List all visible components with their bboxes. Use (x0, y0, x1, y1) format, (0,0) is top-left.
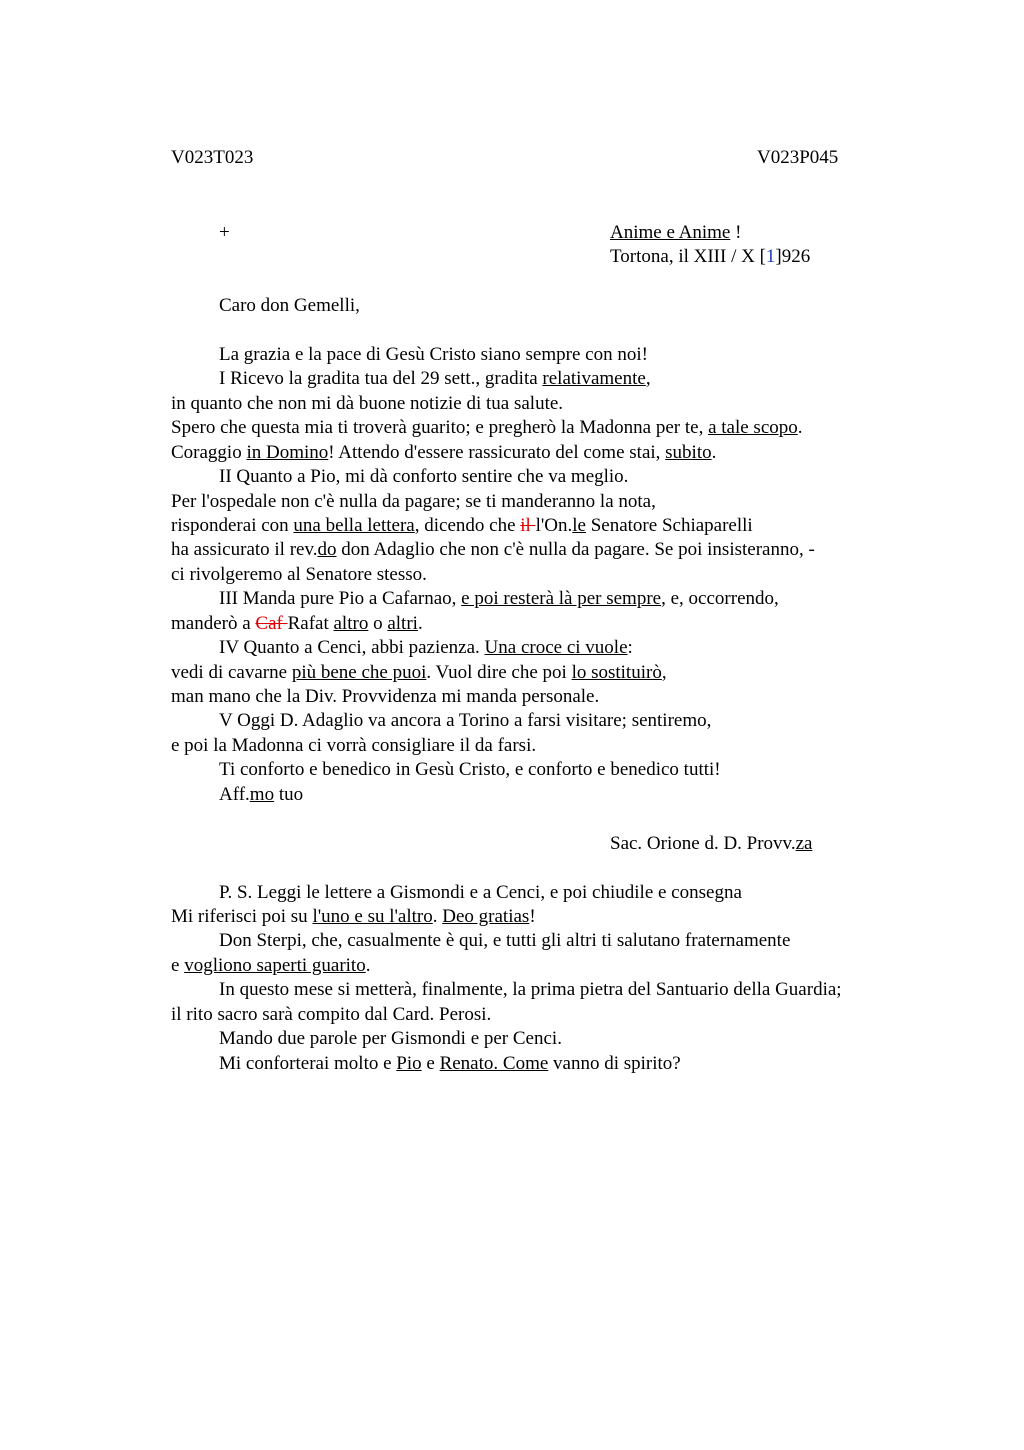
paragraph-5-line-2: e poi la Madonna ci vorrà consigliare il da farsi. (171, 735, 537, 756)
underlined-run: vogliono saperti guarito (184, 955, 366, 976)
postscript-line-8 (219, 1053, 681, 1075)
underlined-run: altri (387, 613, 418, 634)
text-run: . (417, 613, 423, 634)
text-run: . (711, 442, 717, 463)
underlined-run: lo sostituirò (571, 662, 662, 683)
text-run: III Manda pure Pio a Cafarnao, (219, 588, 462, 609)
postscript-line-2 (171, 906, 536, 928)
underlined-run: e poi resterà là per sempre (461, 588, 662, 609)
underlined-run: a tale scopo (708, 417, 798, 438)
postscript-line-1: P. S. Leggi le lettere a Gismondi e a Cenci, e poi chiudile e consegna (219, 882, 742, 903)
text-run: vedi di cavarne (171, 662, 292, 683)
paragraph-3-line-2 (171, 613, 423, 635)
text-run: Mi conforterai molto e (219, 1053, 397, 1074)
text-run: IV Quanto a Cenci, abbi pazienza. (219, 637, 485, 658)
paragraph-2-line-1: II Quanto a Pio, mi dà conforto sentire che va meglio. (219, 466, 629, 487)
text-run: . Vuol dire che poi (426, 662, 572, 683)
signature-underlined: za (795, 833, 813, 854)
text-run: Spero che questa mia ti troverà guarito; e pregherò la Madonna per te, (171, 417, 709, 438)
paragraph-1-line-1 (219, 368, 651, 390)
cross-symbol: + (219, 222, 230, 243)
dateline-prefix: Tortona, il XIII / X [ (610, 246, 766, 267)
text-run: risponderai con (171, 515, 294, 536)
text-run: Coraggio (171, 442, 247, 463)
struck-out-run: Caf (255, 613, 288, 634)
text-run: , dicendo che (414, 515, 521, 536)
dateline-bracket-digit: 1 (765, 246, 776, 267)
dateline (610, 246, 810, 268)
header-right-code: V023P045 (757, 147, 839, 168)
struck-out-run: il (520, 515, 536, 536)
paragraph-2-line-4 (171, 539, 815, 561)
signature-text: Sac. Orione d. D. Provv. (610, 833, 796, 854)
text-run: , e, occorrendo, (661, 588, 779, 609)
text-run: e (421, 1053, 440, 1074)
text-run: ! (529, 906, 536, 927)
postscript-line-4 (171, 955, 370, 977)
postscript-line-7: Mando due parole per Gismondi e per Cenci. (219, 1028, 562, 1049)
underlined-run: l'uno e su l'altro (312, 906, 433, 927)
greeting: La grazia e la pace di Gesù Cristo siano sempre con noi! (219, 344, 648, 365)
paragraph-1-line-3 (171, 417, 803, 439)
underlined-run: più bene che puoi (291, 662, 427, 683)
paragraph-2-line-5: ci rivolgeremo al Senatore stesso. (171, 564, 427, 585)
text-run: l'On. (535, 515, 573, 536)
text-run: manderò a (171, 613, 256, 634)
affectionate-closing (219, 784, 303, 806)
underlined-run: do (317, 539, 337, 560)
paragraph-3-line-1 (219, 588, 779, 610)
paragraph-2-line-3 (171, 515, 753, 537)
underlined-run: Pio (396, 1053, 422, 1074)
paragraph-4-line-2 (171, 662, 667, 684)
header-left-code: V023T023 (171, 147, 254, 168)
motto-suffix: ! (730, 222, 742, 243)
underlined-run: altro (333, 613, 369, 634)
text-run: , (645, 368, 651, 389)
text-run: vanno di spirito? (548, 1053, 681, 1074)
text-run: , (661, 662, 667, 683)
underlined-run: subito (665, 442, 712, 463)
text-run: e (171, 955, 185, 976)
underlined-run: una bella lettera (293, 515, 415, 536)
text-run: . (365, 955, 371, 976)
paragraph-2-line-2: Per l'ospedale non c'è nulla da pagare; se ti manderanno la nota, (171, 491, 656, 512)
motto (610, 222, 741, 244)
closing-blessing: Ti conforto e benedico in Gesù Cristo, e conforto e benedico tutti! (219, 759, 721, 780)
signature (610, 833, 812, 855)
underlined-run: Deo gratias (442, 906, 530, 927)
text-run: Mi riferisci poi su (171, 906, 313, 927)
postscript-line-5: In questo mese si metterà, finalmente, la prima pietra del Santuario della Guardia; (219, 979, 842, 1000)
underlined-run: relativamente (542, 368, 646, 389)
dateline-suffix: ]926 (775, 246, 811, 267)
salutation: Caro don Gemelli, (219, 295, 360, 316)
postscript-line-3: Don Sterpi, che, casualmente è qui, e tutti gli altri ti salutano fraternamente (219, 930, 791, 951)
paragraph-1-line-4 (171, 442, 716, 464)
paragraph-4-line-1 (219, 637, 633, 659)
paragraph-4-line-3: man mano che la Div. Provvidenza mi manda personale. (171, 686, 600, 707)
text-run: : (627, 637, 633, 658)
text-run: o (368, 613, 388, 634)
underlined-run: mo (249, 784, 275, 805)
text-run: Aff. (219, 784, 250, 805)
text-run: Senatore Schiaparelli (585, 515, 753, 536)
underlined-run: Una croce ci vuole (484, 637, 628, 658)
paragraph-5-line-1: V Oggi D. Adaglio va ancora a Torino a farsi visitare; sentiremo, (219, 710, 712, 731)
text-run: . (797, 417, 803, 438)
text-run: don Adaglio che non c'è nulla da pagare. Se poi insisteranno, - (336, 539, 815, 560)
motto-text: Anime e Anime (610, 222, 731, 243)
text-run: . (432, 906, 443, 927)
text-run: ! Attendo d'essere rassicurato del come stai, (328, 442, 666, 463)
underlined-run: le (572, 515, 586, 536)
text-run: tuo (274, 784, 304, 805)
text-run: I Ricevo la gradita tua del 29 sett., gradita (219, 368, 543, 389)
text-run: ha assicurato il rev. (171, 539, 318, 560)
postscript-line-6: il rito sacro sarà compito dal Card. Perosi. (171, 1004, 492, 1025)
paragraph-1-line-2: in quanto che non mi dà buone notizie di tua salute. (171, 393, 564, 414)
text-run: Rafat (287, 613, 334, 634)
underlined-run: Renato. Come (439, 1053, 549, 1074)
underlined-run: in Domino (246, 442, 329, 463)
